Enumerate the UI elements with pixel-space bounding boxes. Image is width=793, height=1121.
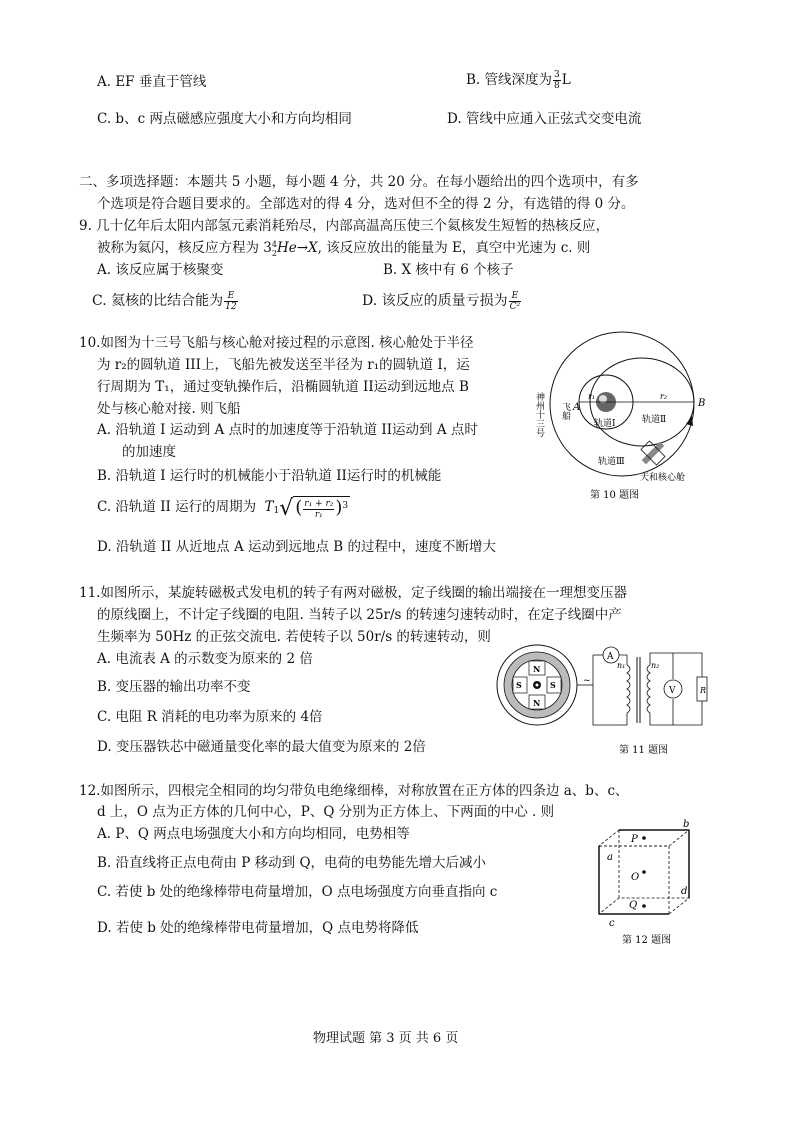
- q11-option-c: C. 电阻 R 消耗的电功率为原来的 4倍: [97, 709, 323, 725]
- q10-option-a-2: 的加速度: [122, 444, 176, 460]
- q10-stem-1: 10.如图为十三号飞船与核心舱对接过程的示意图. 核心舱处于半径: [79, 335, 474, 351]
- fig12-edge-c: c: [609, 918, 615, 929]
- fig12-edge-d: d: [681, 886, 688, 897]
- q10-option-c: C. 沿轨道 II 运行的周期为 $T_1√$ ( $\frac{\text{r₁ + r₂}}{\text{r₁}}$ )$^3$: [97, 496, 349, 521]
- q12-stem-1: 12.如图所示，四根完全相同的均匀带负电绝缘细棒，对称放置在正方体的四条边 a、b、c、: [79, 783, 629, 799]
- fig10-orbit1: 轨道Ⅰ: [594, 419, 616, 429]
- fig11-ammeter: A: [607, 652, 614, 662]
- q11-option-b: B. 变压器的输出功率不变: [97, 679, 251, 695]
- fig10-orbit3: 轨道Ⅲ: [598, 457, 625, 467]
- fig12-edge-b: b: [683, 819, 690, 830]
- q11-option-a: A. 电流表 A 的示数变为原来的 2 倍: [97, 651, 313, 667]
- q11-stem-2: 的原线圈上，不计定子线圈的电阻. 当转子以 25r/s 的转速匀速转动时，在定子线圈中产: [97, 607, 622, 623]
- q8-b-fraction: $\frac{3}{8}$: [554, 70, 560, 91]
- q8-option-c: C. b、c 两点磁感应强度大小和方向均相同: [97, 111, 352, 127]
- fig12-edge-a: a: [607, 852, 613, 863]
- fig10-orbit2: 轨道Ⅱ: [642, 415, 667, 425]
- q10-stem-4: 处与核心舱对接. 则飞船: [97, 401, 241, 417]
- fig11-pole-s-left: S: [516, 680, 522, 690]
- page-footer: 物理试题 第 3 页 共 6 页: [313, 1031, 459, 1046]
- q12-option-c: C. 若使 b 处的绝缘棒带电荷量增加，O 点电场强度方向垂直指向 c: [97, 884, 498, 900]
- q9-option-a: A. 该反应属于核聚变: [97, 262, 224, 278]
- fig12-point-o: O: [631, 872, 640, 883]
- q9-option-c: C. 氦核的比结合能为 $\frac{E}{12}$: [92, 290, 237, 312]
- q9-option-b: B. X 核中有 6 个核子: [383, 262, 514, 278]
- fig11-resistor: R: [700, 686, 707, 695]
- fig11-pole-s-right: S: [550, 680, 556, 690]
- figure-11-generator: [497, 635, 713, 757]
- svg-text:~: ~: [583, 676, 591, 686]
- fig11-n1: n₁: [617, 661, 626, 670]
- q12-option-b: B. 沿直线将正点电荷由 P 移动到 Q，电荷的电势能先增大后减小: [97, 855, 487, 871]
- q8-option-d: D. 管线中应通入正弦式交变电流: [447, 111, 642, 127]
- fig12-point-q: Q: [629, 900, 638, 911]
- q8-option-b: B. 管线深度为 $\frac{3}{8}$ L: [466, 70, 571, 91]
- fig10-caption: 第 10 题图: [590, 490, 640, 501]
- fig10-ship-small: 飞船: [560, 402, 570, 420]
- fig10-r1: r₁: [588, 392, 596, 401]
- q11-option-d: D. 变压器铁芯中磁通量变化率的最大值变为原来的 2倍: [97, 739, 426, 755]
- q9-stem-2: 被称为氦闪，核反应方程为 3 4 2 He→X, 该反应放出的能量为 E，真空中光速为 c. 则: [97, 239, 591, 258]
- q10-option-d: D. 沿轨道 II 从近地点 A 运动到远地点 B 的过程中，速度不断增大: [97, 539, 497, 555]
- fig10-point-a: A: [573, 402, 581, 413]
- figure-10-orbits: [536, 328, 718, 504]
- q12-stem-2: d 上，O 点为正方体的几何中心，P、Q 分别为正方体上、下两面的中心 . 则: [97, 804, 555, 820]
- fig12-point-p: P: [631, 834, 638, 845]
- section2-line2: 个选项是符合题目要求的。全部选对的得 4 分，选对但不全的得 2 分，有选错的得 0 分。: [97, 196, 635, 212]
- q11-stem-3: 生频率为 50Hz 的正弦交流电. 若使转子以 50r/s 的转速转动，则: [97, 629, 491, 645]
- q12-option-a: A. P、Q 两点电场强度大小和方向均相同，电势相等: [97, 826, 410, 842]
- fig10-point-b: B: [698, 398, 706, 409]
- fig10-core: 天和核心舱: [640, 473, 686, 483]
- q10-option-a-1: A. 沿轨道 I 运动到 A 点时的加速度等于沿轨道 II运动到 A 点时: [97, 422, 478, 438]
- q8-option-a: A. EF 垂直于管线: [97, 74, 207, 90]
- q9-stem-1: 9. 几十亿年后太阳内部氢元素消耗殆尽，内部高温高压使三个氦核发生短暂的热核反应，: [79, 218, 610, 234]
- fig12-caption: 第 12 题图: [622, 935, 672, 946]
- q10-option-b: B. 沿轨道 I 运行时的机械能小于沿轨道 II运行时的机械能: [97, 468, 442, 484]
- q11-stem-1: 11.如图所示，某旋转磁极式发电机的转子有两对磁极，定子线圈的输出端接在一理想变压器: [79, 585, 627, 601]
- fig11-caption: 第 11 题图: [619, 745, 669, 756]
- fig11-pole-n-bottom: N: [533, 698, 541, 708]
- q10-stem-2: 为 r₂的圆轨道 III上，飞船先被发送至半径为 r₁的圆轨道 I，运: [97, 357, 470, 373]
- section2-line1: 二、多项选择题：本题共 5 小题，每小题 4 分，共 20 分。在每小题给出的四个选项中，有多: [79, 174, 639, 190]
- fig10-r2: r₂: [660, 392, 668, 401]
- fig11-voltmeter: V: [669, 686, 676, 696]
- q9-option-d: D. 该反应的质量亏损为 $\frac{E}{\text{C²}}$: [362, 290, 521, 312]
- fig10-ship-label: 神州十三号: [534, 392, 544, 437]
- fig11-pole-n-top: N: [533, 664, 541, 674]
- figure-12-cube: [589, 816, 714, 948]
- fig11-n2: n₂: [651, 661, 660, 670]
- q12-option-d: D. 若使 b 处的绝缘棒带电荷量增加，Q 点电势将降低: [97, 920, 419, 936]
- q10-stem-3: 行周期为 T₁，通过变轨操作后，沿椭圆轨道 II运动到远地点 B: [97, 379, 469, 395]
